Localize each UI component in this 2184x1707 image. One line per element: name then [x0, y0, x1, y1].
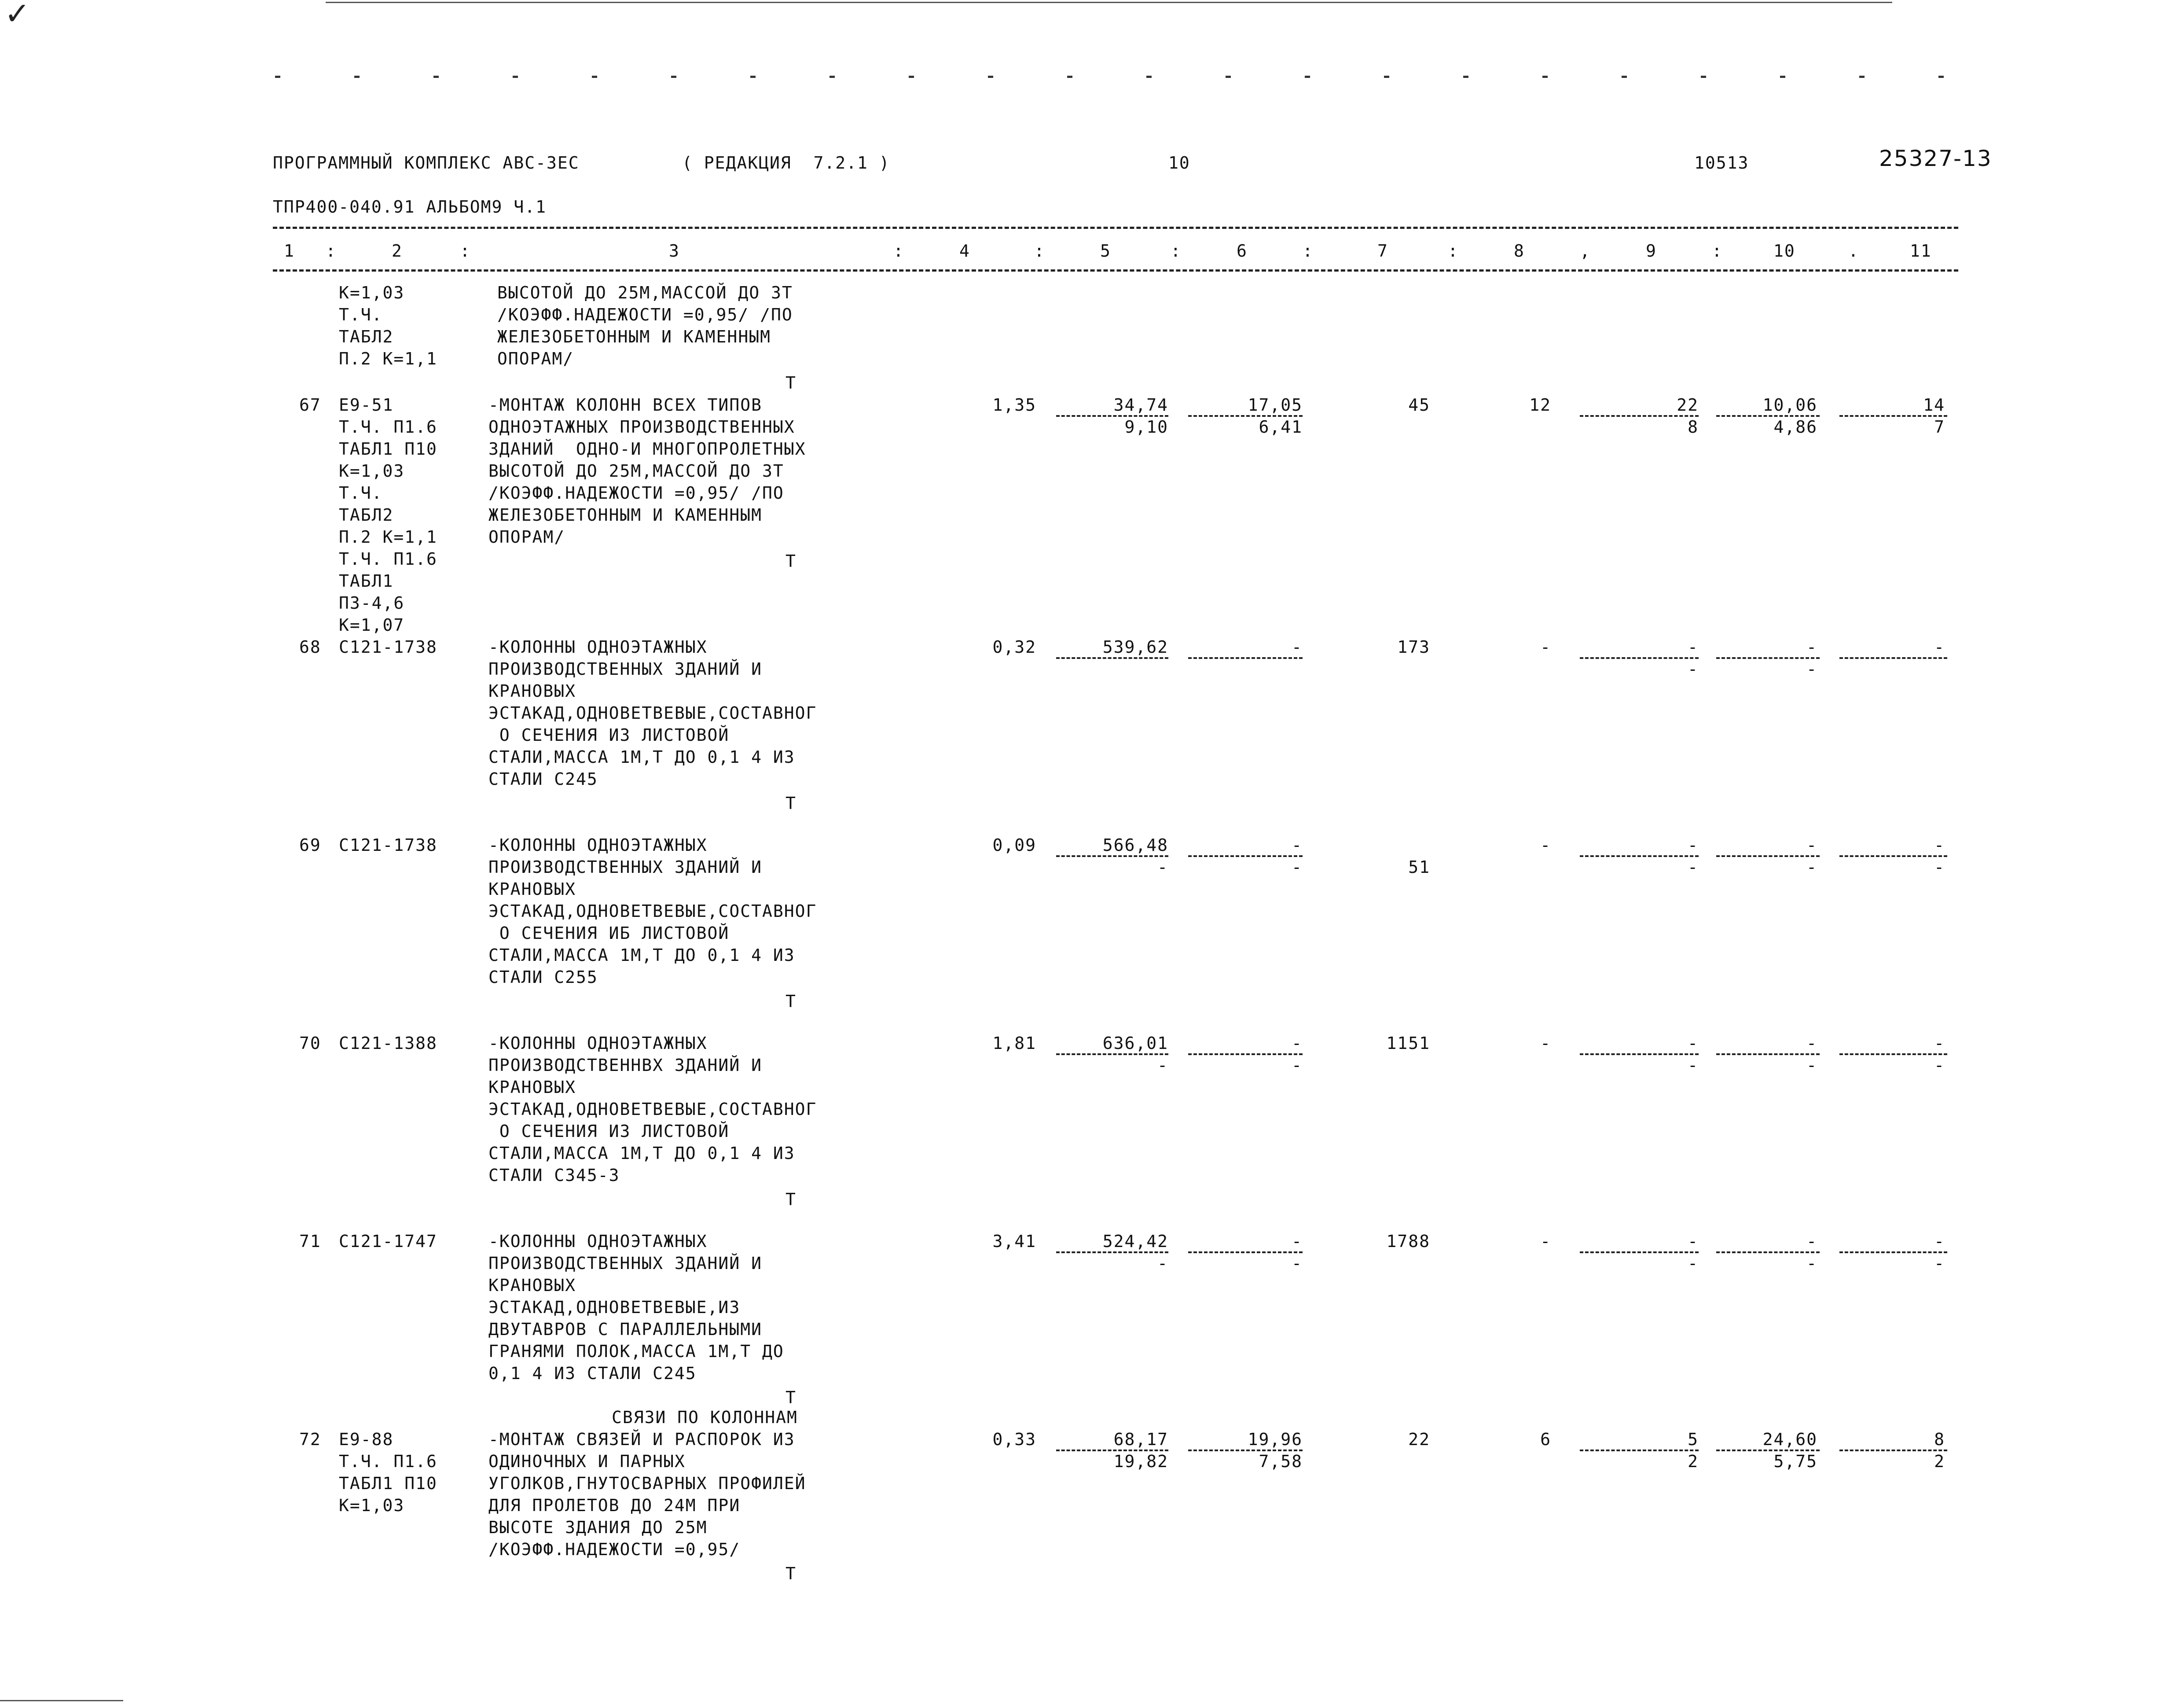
- col10-value: -: [1806, 835, 1817, 855]
- col8-value: -: [1540, 637, 1551, 657]
- feed-mark: [1938, 76, 1944, 78]
- col-header-2: 2: [392, 241, 403, 261]
- basis-line: К=1,03: [339, 1496, 405, 1515]
- col10-value-b: -: [1806, 659, 1817, 679]
- col8-value: -: [1540, 1034, 1551, 1053]
- basis-line: Е9-88: [339, 1430, 394, 1449]
- col6-value: 17,05: [1248, 395, 1303, 415]
- description-line: -КОЛОННЫ ОДНОЭТАЖНЫХ: [488, 835, 708, 855]
- col6-value: -: [1292, 1034, 1303, 1053]
- cont-col3-line: ВЫСОТОЙ ДО 25М,МАССОЙ ДО 3Т: [497, 283, 793, 302]
- basis-line: ТАБЛ1 П10: [339, 439, 437, 459]
- col6-value: -: [1292, 835, 1303, 855]
- col11-value: -: [1934, 637, 1945, 657]
- col5-value: 566,48: [1102, 835, 1168, 855]
- basis-line: Т.Ч. П1.6: [339, 417, 437, 437]
- col11-value: -: [1934, 835, 1945, 855]
- feed-mark: [513, 76, 518, 78]
- row-number: 70: [299, 1034, 321, 1053]
- fraction-rule: [1056, 855, 1168, 857]
- description-line: ОДНОЭТАЖНЫХ ПРОИЗВОДСТВЕННЫХ: [488, 417, 795, 437]
- feed-mark: [1622, 76, 1627, 78]
- col5-value-b: 9,10: [1124, 417, 1168, 437]
- top-edge-line: [326, 2, 1892, 3]
- col-header-sep: ,: [1580, 241, 1591, 261]
- col11-value: -: [1934, 1034, 1945, 1053]
- fraction-rule: [1716, 1053, 1820, 1055]
- description-line: СТАЛИ С245: [488, 769, 598, 789]
- description-line: СТАЛИ,МАССА 1М,Т ДО 0,1 4 ИЗ: [488, 747, 795, 767]
- col9-value: -: [1688, 1034, 1699, 1053]
- fraction-rule: [1716, 1251, 1820, 1253]
- fraction-rule: [1839, 1449, 1947, 1451]
- feed-mark: [1463, 76, 1468, 78]
- col-header-sep: :: [1034, 241, 1045, 261]
- fraction-rule: [1188, 855, 1303, 857]
- description-line: -МОНТАЖ СВЯЗЕЙ И РАСПОРОК ИЗ: [488, 1430, 795, 1449]
- fraction-rule: [1839, 657, 1947, 659]
- description-line: ЭСТАКАД,ОДНОВЕТВЕВЫЕ,ИЗ: [488, 1298, 741, 1317]
- col4-quantity: 1,81: [992, 1034, 1036, 1053]
- description-line: -КОЛОННЫ ОДНОЭТАЖНЫХ: [488, 1034, 708, 1053]
- col7-value: 1151: [1386, 1034, 1430, 1053]
- col10-value: -: [1806, 1034, 1817, 1053]
- fraction-rule: [1056, 1053, 1168, 1055]
- col-header-9: 9: [1646, 241, 1657, 261]
- feed-mark: [592, 76, 597, 78]
- col5-value-b: -: [1157, 1254, 1168, 1273]
- basis-line: Т.Ч.: [339, 483, 383, 503]
- basis-line: С121-1747: [339, 1232, 437, 1251]
- description-line: КРАНОВЫХ: [488, 681, 576, 701]
- col9-value-b: -: [1688, 857, 1699, 877]
- basis-line: П.2 К=1,1: [339, 527, 437, 547]
- col-header-sep: :: [460, 241, 471, 261]
- col7-value: 22: [1408, 1430, 1430, 1449]
- basis-line: К=1,03: [339, 461, 405, 481]
- description-line: УГОЛКОВ,ГНУТОСВАРНЫХ ПРОФИЛЕЙ: [488, 1474, 806, 1493]
- col5-value-b: -: [1157, 857, 1168, 877]
- description-line: ВЫСОТОЙ ДО 25М,МАССОЙ ДО 3Т: [488, 461, 784, 481]
- fraction-rule: [1716, 855, 1820, 857]
- description-line: -КОЛОННЫ ОДНОЭТАЖНЫХ: [488, 1232, 708, 1251]
- col11-value-b: 2: [1934, 1452, 1945, 1471]
- feed-mark: [433, 76, 439, 78]
- col10-value-b: 4,86: [1773, 417, 1817, 437]
- col5-value: 34,74: [1113, 395, 1168, 415]
- col10-value: -: [1806, 1232, 1817, 1251]
- description-line: -КОЛОННЫ ОДНОЭТАЖНЫХ: [488, 637, 708, 657]
- feed-mark: [1384, 76, 1389, 78]
- col9-value: -: [1688, 1232, 1699, 1251]
- fraction-rule: [1580, 1251, 1699, 1253]
- feed-mark: [275, 76, 280, 78]
- col-header-3: 3: [669, 241, 680, 261]
- cont-col2-line: Т.Ч.: [339, 305, 383, 324]
- t-mark: Т: [786, 1388, 797, 1407]
- fraction-rule: [1839, 415, 1947, 417]
- basis-line: ТАБЛ1 П10: [339, 1474, 437, 1493]
- t-mark: Т: [786, 1190, 797, 1209]
- col7-value: 173: [1397, 637, 1430, 657]
- t-mark: Т: [786, 552, 797, 571]
- cont-col2-line: К=1,03: [339, 283, 405, 302]
- col6-value: -: [1292, 637, 1303, 657]
- basis-line: П3-4,6: [339, 593, 405, 613]
- col4-quantity: 1,35: [992, 395, 1036, 415]
- fraction-rule: [1580, 1053, 1699, 1055]
- description-line: ГРАНЯМИ ПОЛОК,МАССА 1М,Т ДО: [488, 1342, 784, 1361]
- col10-value: 24,60: [1762, 1430, 1817, 1449]
- section-title: СВЯЗИ ПО КОЛОННАМ: [612, 1408, 798, 1427]
- col10-value: -: [1806, 637, 1817, 657]
- col4-quantity: 0,33: [992, 1430, 1036, 1449]
- basis-line: С121-1738: [339, 637, 437, 657]
- col-header-sep: :: [893, 241, 904, 261]
- cont-col3-line: ЖЕЛЕЗОБЕТОННЫМ И КАМЕННЫМ: [497, 327, 771, 346]
- bottom-edge-line: [0, 1700, 123, 1701]
- feed-mark: [671, 76, 676, 78]
- col-header-4: 4: [959, 241, 970, 261]
- description-line: ПРОИЗВОДСТВЕННЫХ ЗДАНИЙ И: [488, 1254, 762, 1273]
- fraction-rule: [1839, 1053, 1947, 1055]
- t-mark: Т: [786, 1564, 797, 1583]
- col-header-6: 6: [1237, 241, 1248, 261]
- fraction-rule: [1188, 657, 1303, 659]
- col-header-sep: :: [1171, 241, 1182, 261]
- description-line: ЭСТАКАД,ОДНОВЕТВЕВЫЕ,СОСТАВНОГ: [488, 1100, 817, 1119]
- t-mark: Т: [786, 794, 797, 813]
- col5-value-b: 19,82: [1113, 1452, 1168, 1471]
- col11-value: 14: [1923, 395, 1945, 415]
- row-number: 67: [299, 395, 321, 415]
- col-header-sep: .: [1848, 241, 1859, 261]
- col4-quantity: 3,41: [992, 1232, 1036, 1251]
- row-number: 71: [299, 1232, 321, 1251]
- feed-mark: [354, 76, 360, 78]
- basis-line: Т.Ч. П1.6: [339, 549, 437, 569]
- fraction-rule: [1056, 657, 1168, 659]
- basis-line: ТАБЛ1: [339, 571, 394, 591]
- feed-mark: [1067, 76, 1072, 78]
- description-line: /КОЭФФ.НАДЕЖОСТИ =0,95/ /ПО: [488, 483, 784, 503]
- fraction-rule: [1188, 1053, 1303, 1055]
- feed-mark: [1542, 76, 1548, 78]
- description-line: ПРОИЗВОДСТВЕННВХ ЗДАНИЙ И: [488, 1056, 762, 1075]
- col9-value: -: [1688, 835, 1699, 855]
- check-mark-icon: ✓: [4, 0, 30, 32]
- cont-col2-line: П.2 К=1,1: [339, 349, 437, 368]
- col5-value-b: -: [1157, 1056, 1168, 1075]
- col10-value: 10,06: [1762, 395, 1817, 415]
- fraction-rule: [1839, 855, 1947, 857]
- basis-line: С121-1388: [339, 1034, 437, 1053]
- feed-mark: [1780, 76, 1785, 78]
- col9-value: 22: [1677, 395, 1699, 415]
- program-title: ПРОГРАММНЫЙ КОМПЛЕКС АВС-3ЕС: [273, 153, 580, 173]
- row-number: 68: [299, 637, 321, 657]
- col11-value-b: -: [1934, 857, 1945, 877]
- col6-value-b: 6,41: [1259, 417, 1303, 437]
- fraction-rule: [1580, 1449, 1699, 1451]
- col-header-7: 7: [1377, 241, 1388, 261]
- document-title: ТПР400-040.91 АЛЬБОМ9 Ч.1: [273, 197, 547, 217]
- row-number: 69: [299, 835, 321, 855]
- feed-mark: [1701, 76, 1706, 78]
- description-line: О СЕЧЕНИЯ ИЗ ЛИСТОВОЙ: [488, 1122, 730, 1141]
- fraction-rule: [1188, 1251, 1303, 1253]
- col11-value-b: -: [1934, 1254, 1945, 1273]
- basis-line: Т.Ч. П1.6: [339, 1452, 437, 1471]
- col6-value-b: -: [1292, 857, 1303, 877]
- col8-value: -: [1540, 835, 1551, 855]
- cont-col2-line: ТАБЛ2: [339, 327, 394, 346]
- description-line: ЭСТАКАД,ОДНОВЕТВЕВЫЕ,СОСТАВНОГ: [488, 901, 817, 921]
- col9-value: -: [1688, 637, 1699, 657]
- description-line: ЖЕЛЕЗОБЕТОННЫМ И КАМЕННЫМ: [488, 505, 762, 525]
- col-header-10: 10: [1773, 241, 1795, 261]
- col-header-5: 5: [1100, 241, 1111, 261]
- description-line: ДЛЯ ПРОЛЕТОВ ДО 24М ПРИ: [488, 1496, 741, 1515]
- header-rule-bottom: [273, 269, 1958, 272]
- document-code: 10513: [1694, 153, 1749, 173]
- description-line: СТАЛИ,МАССА 1М,Т ДО 0,1 4 ИЗ: [488, 1144, 795, 1163]
- description-line: КРАНОВЫХ: [488, 879, 576, 899]
- col6-value-b: 7,58: [1259, 1452, 1303, 1471]
- description-line: КРАНОВЫХ: [488, 1276, 576, 1295]
- col-header-8: 8: [1514, 241, 1525, 261]
- col7-value: 45: [1408, 395, 1430, 415]
- col-header-sep: :: [1712, 241, 1723, 261]
- description-line: СТАЛИ С255: [488, 968, 598, 987]
- col9-value: 5: [1688, 1430, 1699, 1449]
- description-line: /КОЭФФ.НАДЕЖОСТИ =0,95/: [488, 1540, 741, 1559]
- feed-mark: [1226, 76, 1231, 78]
- description-line: ВЫСОТЕ ЗДАНИЯ ДО 25М: [488, 1518, 708, 1537]
- col10-value-b: -: [1806, 1254, 1817, 1273]
- col4-quantity: 0,32: [992, 637, 1036, 657]
- fraction-rule: [1580, 415, 1699, 417]
- col6-value-b: -: [1292, 1056, 1303, 1075]
- feed-mark: [988, 76, 993, 78]
- col10-value-b: -: [1806, 1056, 1817, 1075]
- col8-value: -: [1540, 1232, 1551, 1251]
- description-line: ОПОРАМ/: [488, 527, 565, 547]
- col-header-sep: :: [326, 241, 337, 261]
- col6-value: 19,96: [1248, 1430, 1303, 1449]
- col9-value-b: 2: [1688, 1452, 1699, 1471]
- col10-value-b: -: [1806, 857, 1817, 877]
- description-line: СТАЛИ,МАССА 1М,Т ДО 0,1 4 ИЗ: [488, 945, 795, 965]
- edition-label: ( РЕДАКЦИЯ 7.2.1 ): [682, 153, 890, 173]
- description-line: КРАНОВЫХ: [488, 1078, 576, 1097]
- fraction-rule: [1580, 855, 1699, 857]
- cont-t-mark: Т: [786, 373, 797, 393]
- col7-value: 1788: [1386, 1232, 1430, 1251]
- fraction-rule: [1716, 657, 1820, 659]
- cont-col3-line: /КОЭФФ.НАДЕЖОСТИ =0,95/ /ПО: [497, 305, 793, 324]
- col9-value-b: -: [1688, 659, 1699, 679]
- col5-value: 636,01: [1102, 1034, 1168, 1053]
- col-header-1: 1: [284, 241, 295, 261]
- description-line: ЭСТАКАД,ОДНОВЕТВЕВЫЕ,СОСТАВНОГ: [488, 703, 817, 723]
- basis-line: Е9-51: [339, 395, 394, 415]
- col5-value: 539,62: [1102, 637, 1168, 657]
- fraction-rule: [1839, 1251, 1947, 1253]
- handwritten-number: 25327-13: [1879, 146, 1992, 171]
- col6-value: -: [1292, 1232, 1303, 1251]
- description-line: О СЕЧЕНИЯ ИЗ ЛИСТОВОЙ: [488, 725, 730, 745]
- col5-value: 524,42: [1102, 1232, 1168, 1251]
- cont-col3-line: ОПОРАМ/: [497, 349, 574, 368]
- feed-mark: [1305, 76, 1310, 78]
- feed-mark: [830, 76, 835, 78]
- col7-value: 51: [1408, 857, 1430, 877]
- fraction-rule: [1056, 1251, 1168, 1253]
- basis-line: К=1,07: [339, 615, 405, 635]
- col-header-11: 11: [1910, 241, 1932, 261]
- header-rule-top: [273, 227, 1958, 229]
- description-line: ОДИНОЧНЫХ И ПАРНЫХ: [488, 1452, 686, 1471]
- col8-value: 12: [1529, 395, 1551, 415]
- t-mark: Т: [786, 992, 797, 1011]
- feed-mark: [1859, 76, 1865, 78]
- feed-mark: [750, 76, 756, 78]
- col5-value: 68,17: [1113, 1430, 1168, 1449]
- col10-value-b: 5,75: [1773, 1452, 1817, 1471]
- row-number: 72: [299, 1430, 321, 1449]
- col4-quantity: 0,09: [992, 835, 1036, 855]
- description-line: ПРОИЗВОДСТВЕННЫХ ЗДАНИЙ И: [488, 857, 762, 877]
- feed-mark: [1146, 76, 1152, 78]
- col9-value-b: -: [1688, 1254, 1699, 1273]
- description-line: ПРОИЗВОДСТВЕННЫХ ЗДАНИЙ И: [488, 659, 762, 679]
- description-line: О СЕЧЕНИЯ ИБ ЛИСТОВОЙ: [488, 923, 730, 943]
- basis-line: ТАБЛ2: [339, 505, 394, 525]
- col6-value-b: -: [1292, 1254, 1303, 1273]
- description-line: СТАЛИ С345-3: [488, 1166, 620, 1185]
- description-line: 0,1 4 ИЗ СТАЛИ С245: [488, 1364, 697, 1383]
- col11-value: -: [1934, 1232, 1945, 1251]
- col11-value-b: -: [1934, 1056, 1945, 1075]
- col11-value: 8: [1934, 1430, 1945, 1449]
- description-line: ДВУТАВРОВ С ПАРАЛЛЕЛЬНЫМИ: [488, 1320, 762, 1339]
- col8-value: 6: [1540, 1430, 1551, 1449]
- basis-line: С121-1738: [339, 835, 437, 855]
- col9-value-b: -: [1688, 1056, 1699, 1075]
- description-line: ЗДАНИЙ ОДНО-И МНОГОПРОЛЕТНЫХ: [488, 439, 806, 459]
- feed-mark: [909, 76, 914, 78]
- col11-value-b: 7: [1934, 417, 1945, 437]
- fraction-rule: [1580, 657, 1699, 659]
- col-header-sep: :: [1448, 241, 1459, 261]
- col9-value-b: 8: [1688, 417, 1699, 437]
- col-header-sep: :: [1303, 241, 1314, 261]
- page-number: 10: [1168, 153, 1190, 173]
- description-line: -МОНТАЖ КОЛОНН ВСЕХ ТИПОВ: [488, 395, 762, 415]
